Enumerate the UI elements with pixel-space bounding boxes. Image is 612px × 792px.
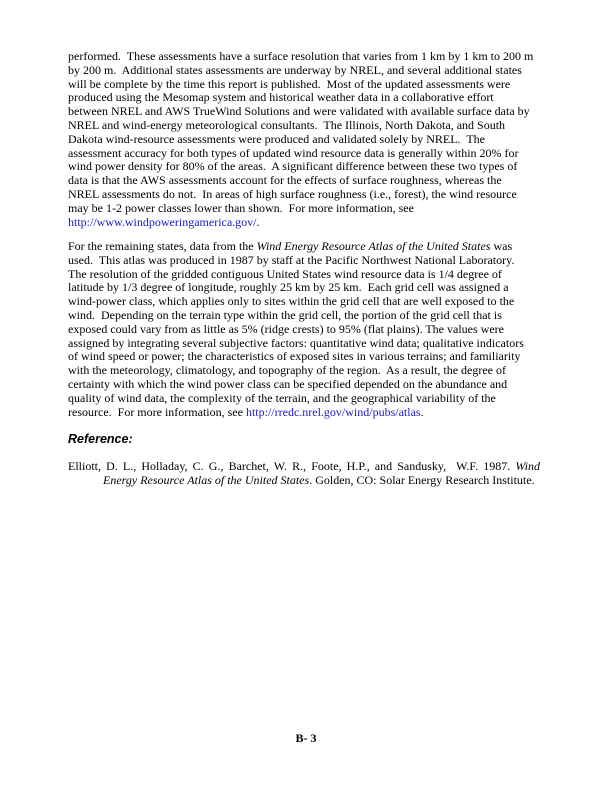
text-line: with the meteorology, climatology, and topography of the region. As a result, the degree of [68, 363, 506, 378]
page-number: B- 3 [295, 731, 317, 745]
text-segment: For the remaining states, data from the [68, 239, 257, 253]
text-line: latitude by 1/3 degree of longitude, roughly 25 km by 25 km. Each grid cell was assigned a [68, 280, 509, 295]
reference-heading: Reference: [68, 432, 133, 446]
text-line [68, 406, 543, 420]
paragraph-wind-assessments [68, 50, 543, 229]
italic-segment: Energy Resource Atlas of the United States [103, 473, 310, 487]
text-line: NREL assessments do not. In areas of high surface roughness (i.e., forest), the wind resource [68, 186, 517, 201]
text-line: may be 1-2 power classes lower than shown. For more information, see [68, 200, 414, 215]
period: . [256, 214, 260, 229]
period: . [420, 404, 424, 419]
text-segment: resource. For more information, see [68, 404, 246, 419]
text-line: assessment accuracy for both types of updated wind resource data is generally within 20% for [68, 145, 519, 160]
text-line: will be complete by the time this report is published. Most of the updated assessments were [68, 76, 511, 91]
text-segment: Elliott, D. L., Holladay, C. G., Barchet, W. R., Foote, H.P., and Sandusky, W.F. 1987. [68, 459, 516, 473]
text-line: wind-power class, which applies only to sites within the grid cell that are well exposed to the [68, 294, 515, 309]
text-line: NREL and wind-energy meteorological consultants. The Illinois, North Dakota, and South [68, 117, 506, 132]
text-line: quality of wind data, the complexity of the terrain, and the geographical variability of the [68, 390, 496, 405]
text-line: Dakota wind-resource assessments were produced and validated solely by NREL. The [68, 131, 485, 146]
text-line: performed. These assessments have a surface resolution that varies from 1 km by 1 km to 200 m [68, 49, 534, 63]
text-line: by 200 m. Additional states assessments are underway by NREL, and several additional states [68, 62, 522, 77]
windpoweringamerica-link[interactable]: http://www.windpoweringamerica.gov/ [68, 214, 257, 229]
text-line: exposed could vary from as little as 5% (ridge crests) to 95% (flat plains). The values were [68, 321, 504, 336]
text-line: produced using the Mesomap system and historical weather data in a collaborative effort [68, 90, 494, 105]
text-line: assigned by integrating several subjective factors: quantitative wind data; qualitative indicators [68, 335, 524, 350]
text-line: wind. Depending on the terrain type within the grid cell, the portion of the grid cell that is [68, 307, 502, 322]
paragraph-wind-atlas [68, 240, 543, 419]
text-segment: was [490, 239, 513, 253]
text-line: wind power density for 80% of the areas. A significant difference between these two types of [68, 159, 518, 174]
reference-entry [68, 459, 540, 487]
text-line: data is that the AWS assessments account for the effects of surface roughness, whereas the [68, 173, 502, 188]
italic-segment: Wind [515, 459, 540, 473]
nrel-atlas-link[interactable]: http://rredc.nrel.gov/wind/pubs/atlas [245, 404, 421, 419]
text-line [68, 216, 543, 230]
text-line: between NREL and AWS TrueWind Solutions and were validated with available surface data by [68, 104, 530, 119]
atlas-title-italic: Wind Energy Resource Atlas of the United States [256, 239, 491, 253]
text-segment: . Golden, CO: Solar Energy Research Institute. [309, 473, 535, 487]
text-line: The resolution of the gridded contiguous United States wind resource data is 1/4 degree of [68, 266, 502, 281]
text-line: certainty with which the wind power class can be specified depended on the abundance and [68, 376, 508, 391]
text-line [68, 240, 543, 254]
reference-line-1 [68, 459, 540, 473]
reference-line-2 [68, 473, 540, 487]
text-line: used. This atlas was produced in 1987 by staff at the Pacific Northwest National Laboratory. [68, 252, 515, 267]
text-line: of wind speed or power; the characteristics of exposed sites in various terrains; and familiarity [68, 349, 521, 364]
